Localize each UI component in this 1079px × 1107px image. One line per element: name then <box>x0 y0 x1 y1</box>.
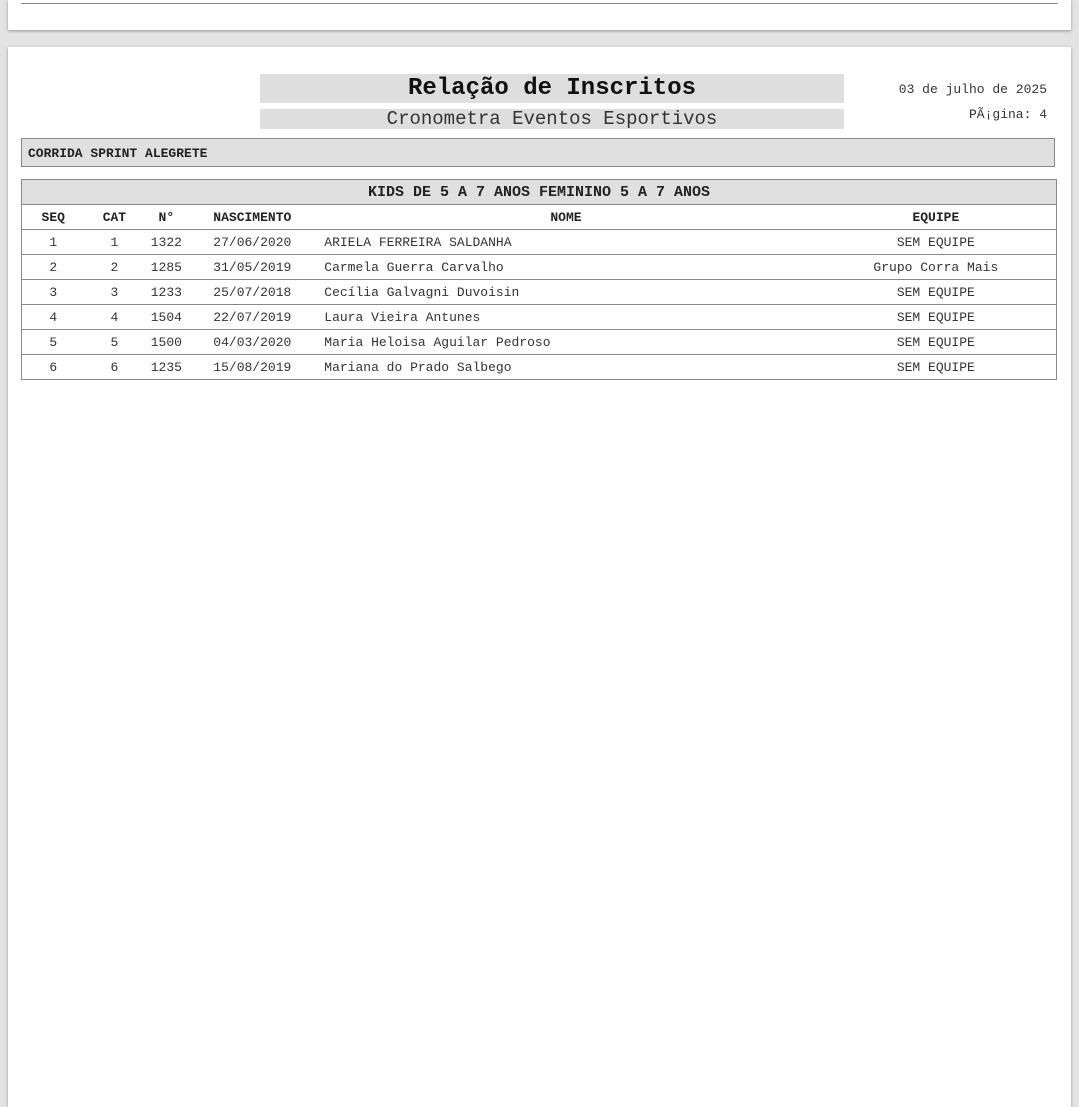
report-date: 03 de julho de 2025 <box>898 82 1047 97</box>
cell-birth: 22/07/2019 <box>188 305 316 330</box>
header-seq: SEQ <box>22 205 85 230</box>
registrants-table <box>21 179 1057 380</box>
cell-seq: 4 <box>22 305 85 330</box>
cell-team: SEM EQUIPE <box>816 330 1057 355</box>
cell-seq: 2 <box>22 255 85 280</box>
cell-birth: 04/03/2020 <box>188 330 316 355</box>
previous-page-rule <box>21 3 1058 4</box>
header-birth: NASCIMENTO <box>188 205 316 230</box>
cell-seq: 6 <box>22 355 85 380</box>
cell-seq: 5 <box>22 330 85 355</box>
cell-num: 1500 <box>144 330 188 355</box>
header-num: N° <box>144 205 188 230</box>
header-cat: CAT <box>84 205 144 230</box>
table-row <box>22 330 1057 355</box>
cell-team: SEM EQUIPE <box>816 305 1057 330</box>
cell-team: SEM EQUIPE <box>816 355 1057 380</box>
cell-cat: 6 <box>84 355 144 380</box>
report-subtitle: Cronometra Eventos Esportivos <box>260 109 844 129</box>
cell-cat: 4 <box>84 305 144 330</box>
cell-num: 1235 <box>144 355 188 380</box>
cell-cat: 1 <box>84 230 144 255</box>
cell-num: 1285 <box>144 255 188 280</box>
cell-team: SEM EQUIPE <box>816 280 1057 305</box>
cell-birth: 25/07/2018 <box>188 280 316 305</box>
header-name: NOME <box>316 205 815 230</box>
cell-birth: 27/06/2020 <box>188 230 316 255</box>
page-number: PÃ¡gina: 4 <box>968 107 1047 122</box>
cell-cat: 2 <box>84 255 144 280</box>
cell-seq: 1 <box>22 230 85 255</box>
event-name: CORRIDA SPRINT ALEGRETE <box>21 138 1055 167</box>
cell-name: Mariana do Prado Salbego <box>316 355 815 380</box>
table-row <box>22 255 1057 280</box>
category-title: KIDS DE 5 A 7 ANOS FEMININO 5 A 7 ANOS <box>22 180 1057 205</box>
cell-name: Carmela Guerra Carvalho <box>316 255 815 280</box>
cell-name: ARIELA FERREIRA SALDANHA <box>316 230 815 255</box>
cell-birth: 15/08/2019 <box>188 355 316 380</box>
cell-birth: 31/05/2019 <box>188 255 316 280</box>
cell-num: 1322 <box>144 230 188 255</box>
table-row <box>22 355 1057 380</box>
table-row <box>22 280 1057 305</box>
cell-cat: 5 <box>84 330 144 355</box>
column-header-row <box>22 205 1057 230</box>
cell-num: 1233 <box>144 280 188 305</box>
header-team: EQUIPE <box>816 205 1057 230</box>
cell-name: Maria Heloisa Aguilar Pedroso <box>316 330 815 355</box>
cell-seq: 3 <box>22 280 85 305</box>
report-page <box>8 47 1071 1107</box>
cell-team: SEM EQUIPE <box>816 230 1057 255</box>
cell-num: 1504 <box>144 305 188 330</box>
table-row <box>22 305 1057 330</box>
cell-name: Laura Vieira Antunes <box>316 305 815 330</box>
cell-team: Grupo Corra Mais <box>816 255 1057 280</box>
report-title: Relação de Inscritos <box>260 74 844 103</box>
cell-cat: 3 <box>84 280 144 305</box>
cell-name: Cecília Galvagni Duvoisin <box>316 280 815 305</box>
previous-page <box>8 0 1071 30</box>
category-header-row <box>22 180 1057 205</box>
table-row <box>22 230 1057 255</box>
